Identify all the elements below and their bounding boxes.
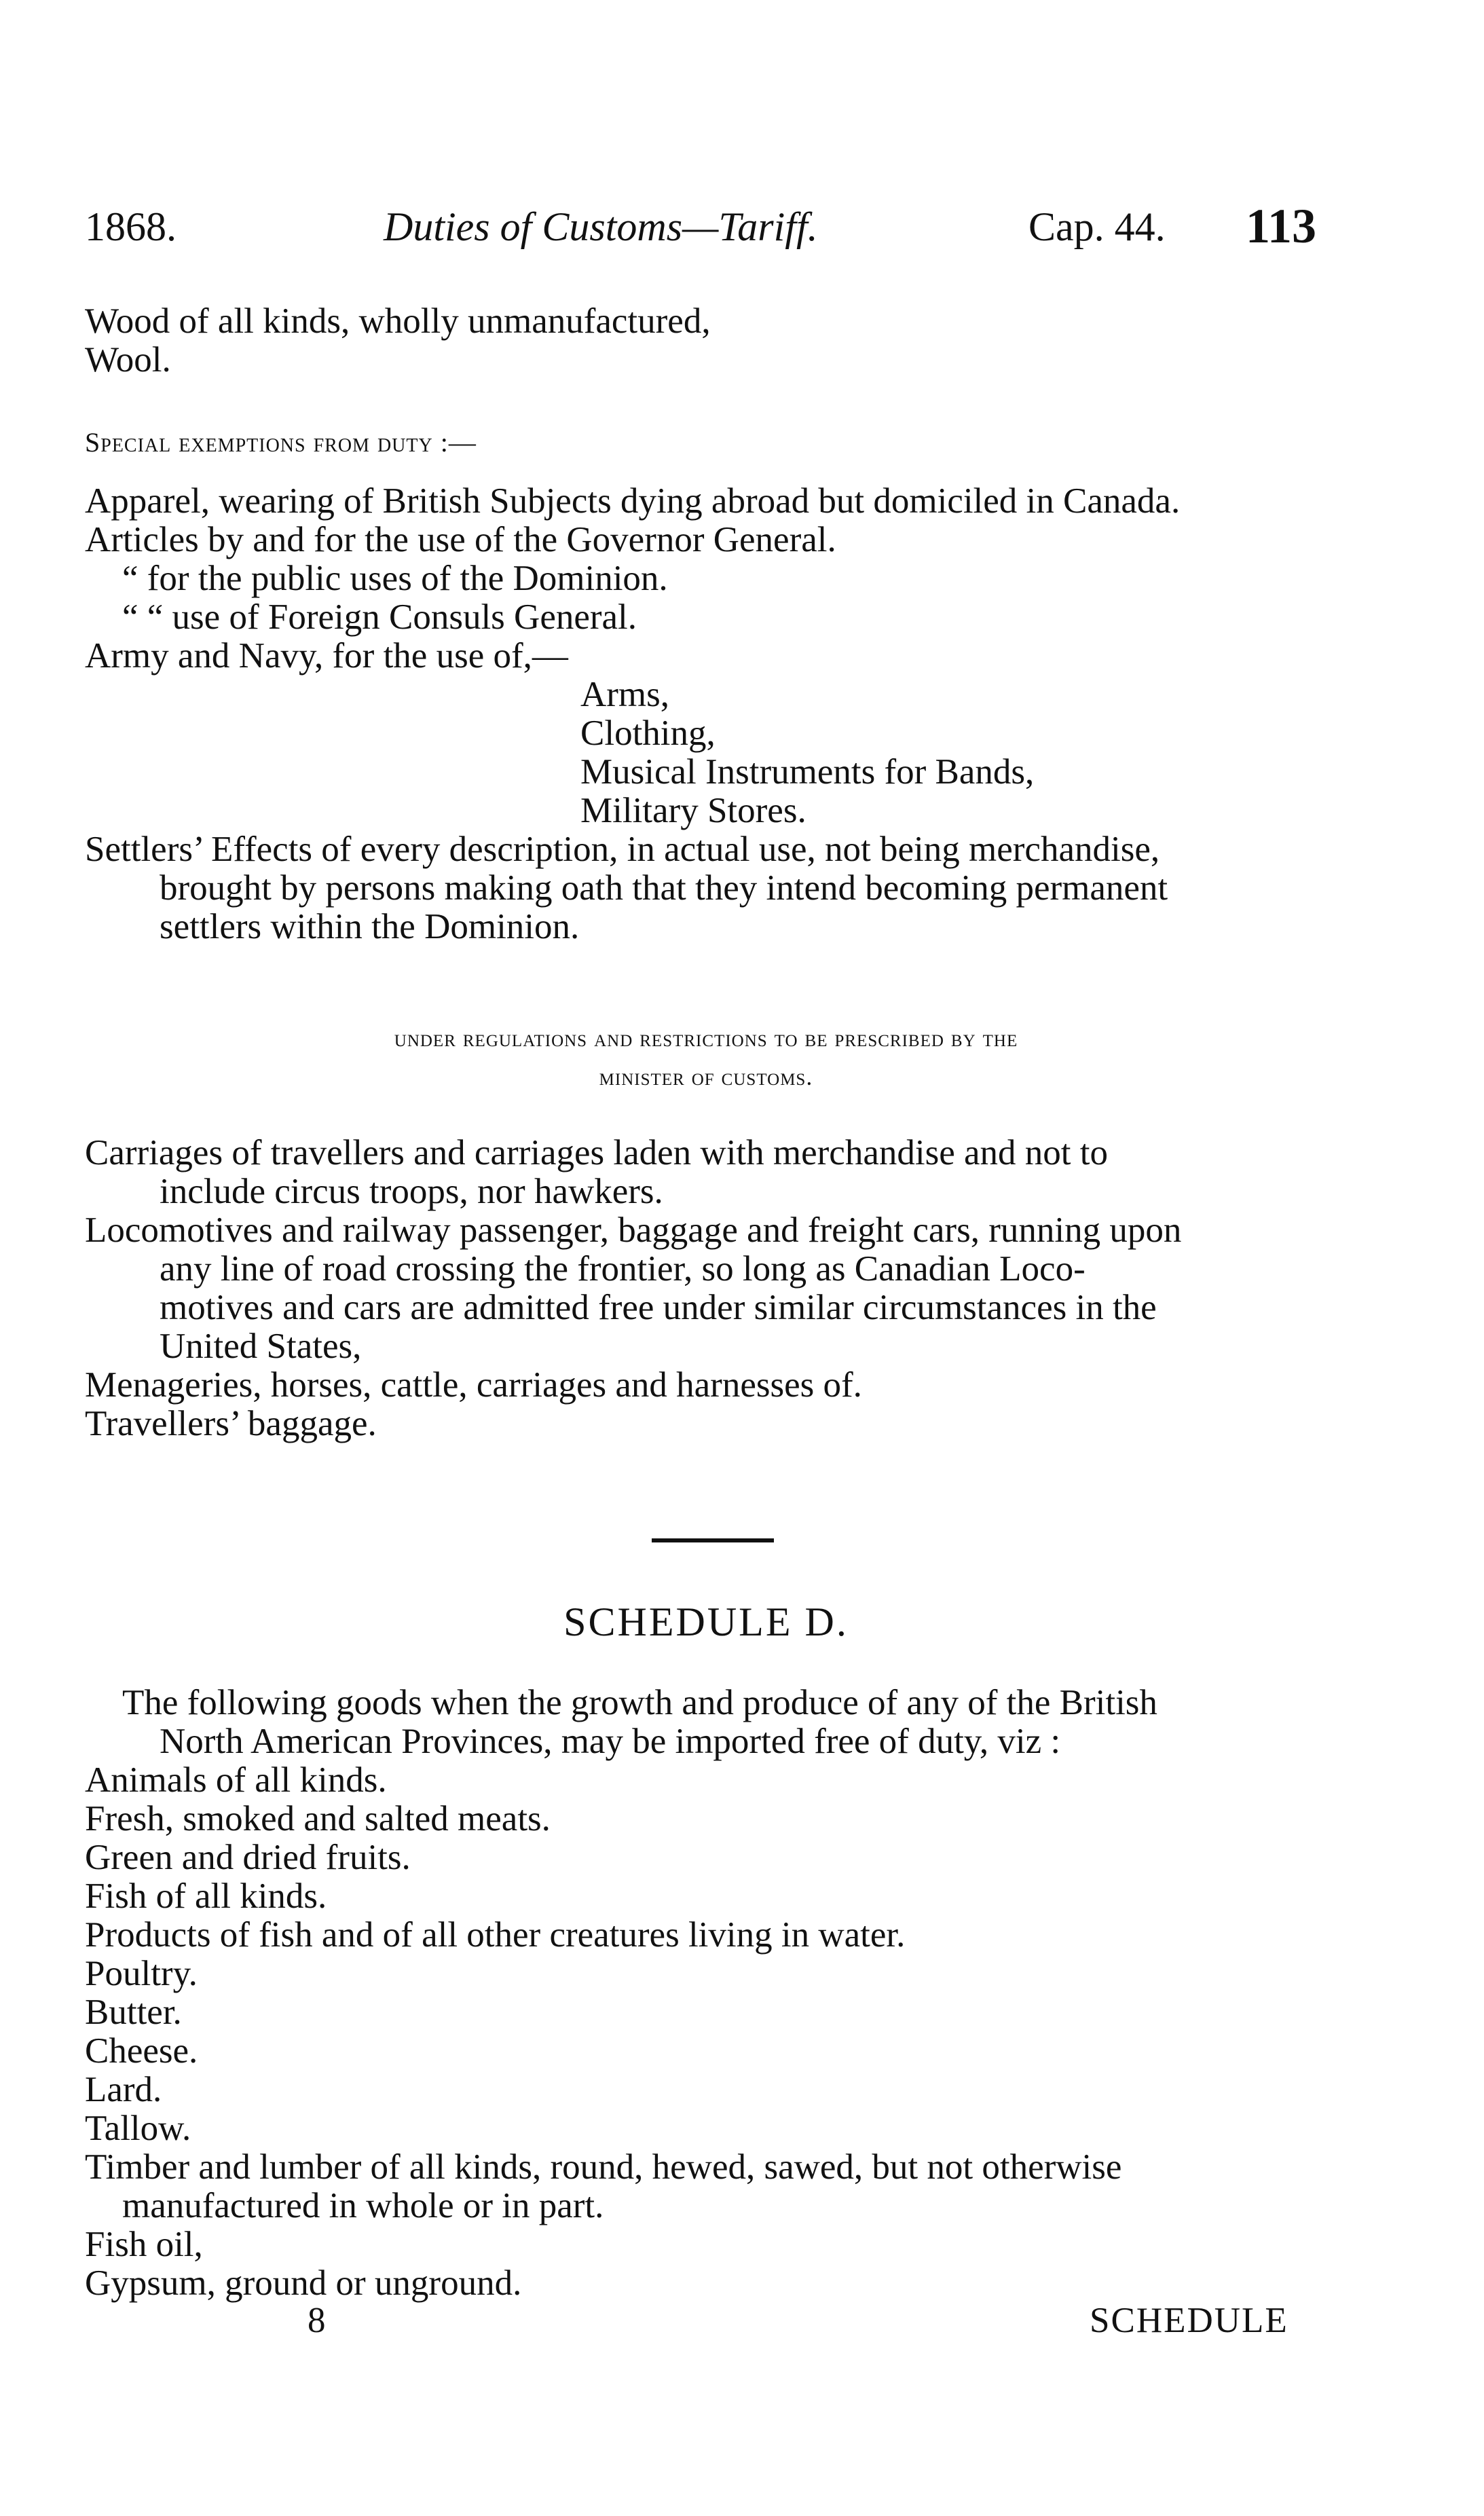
schedule-item: Green and dried fruits. bbox=[85, 1838, 411, 1877]
regulations-list bbox=[85, 1134, 1375, 1453]
army-item: Military Stores. bbox=[580, 791, 806, 830]
regulation-line: Menageries, horses, cattle, carriages and harnesses of. bbox=[85, 1365, 862, 1405]
exemption-line: Articles by and for the use of the Governor General. bbox=[85, 520, 836, 559]
schedule-title: SCHEDULE D. bbox=[563, 1599, 849, 1644]
army-item: Arms, bbox=[580, 675, 670, 714]
regulation-line: Carriages of travellers and carriages laden with merchandise and not to bbox=[85, 1133, 1108, 1172]
exemption-line: Apparel, wearing of British Subjects dying abroad but domiciled in Canada. bbox=[85, 481, 1181, 521]
schedule-intro-line: North American Provinces, may be imported free of duty, viz : bbox=[160, 1722, 1061, 1761]
settlers-line: Settlers’ Effects of every description, in actual use, not being merchandise, bbox=[85, 830, 1160, 869]
intro-line: Wool. bbox=[85, 340, 171, 380]
signature-mark: 8 bbox=[308, 2301, 326, 2340]
schedule-item: Fish oil, bbox=[85, 2225, 203, 2264]
army-item: Clothing, bbox=[580, 714, 716, 753]
intro-line: Wood of all kinds, wholly unmanufactured, bbox=[85, 301, 711, 341]
section-divider bbox=[652, 1538, 774, 1542]
special-exemptions-list bbox=[85, 482, 1375, 957]
exemption-line: Army and Navy, for the use of,— bbox=[85, 636, 568, 676]
schedule-item: Cheese. bbox=[85, 2031, 198, 2071]
page-number: 113 bbox=[1246, 199, 1317, 253]
schedule-item: Gypsum, ground or unground. bbox=[85, 2263, 522, 2303]
schedule-item: Butter. bbox=[85, 1993, 182, 2032]
schedule-item: Lard. bbox=[85, 2070, 162, 2109]
regulation-line: United States, bbox=[160, 1327, 362, 1366]
regulation-line: include circus troops, nor hawkers. bbox=[160, 1172, 663, 1211]
regulation-line: motives and cars are admitted free under similar circumstances in the bbox=[160, 1288, 1157, 1327]
settlers-line: settlers within the Dominion. bbox=[160, 907, 580, 946]
settlers-line: brought by persons making oath that they intend becoming permanent bbox=[160, 868, 1168, 908]
regulation-line: Travellers’ baggage. bbox=[85, 1404, 377, 1443]
schedule-item: Animals of all kinds. bbox=[85, 1760, 387, 1800]
catchword: SCHEDULE bbox=[1090, 2301, 1288, 2340]
schedule-item: manufactured in whole or in part. bbox=[122, 2186, 604, 2225]
schedule-intro-line: The following goods when the growth and produce of any of the British bbox=[122, 1683, 1157, 1722]
schedule-item: Poultry. bbox=[85, 1954, 198, 1993]
schedule-item: Products of fish and of all other creatures living in water. bbox=[85, 1915, 906, 1955]
exemption-line: “ “ use of Foreign Consuls General. bbox=[122, 597, 637, 637]
regulations-heading-line2: minister of customs. bbox=[599, 1063, 813, 1090]
regulation-line: Locomotives and railway passenger, baggage and freight cars, running upon bbox=[85, 1210, 1182, 1250]
header-year: 1868. bbox=[85, 204, 177, 249]
schedule-item: Timber and lumber of all kinds, round, hewed, sawed, but not otherwise bbox=[85, 2147, 1122, 2187]
schedule-item: Fresh, smoked and salted meats. bbox=[85, 1799, 551, 1838]
special-exemptions-heading: Special exemptions from duty :— bbox=[85, 427, 477, 458]
army-item: Musical Instruments for Bands, bbox=[580, 752, 1035, 792]
schedule-item: Fish of all kinds. bbox=[85, 1876, 327, 1916]
regulations-heading-line1: under regulations and restrictions to be prescribed by the bbox=[394, 1024, 1018, 1052]
header-chapter: Cap. 44. bbox=[1028, 204, 1166, 249]
intro-block bbox=[85, 302, 1375, 384]
schedule-d-list bbox=[85, 1684, 1375, 2308]
schedule-item: Tallow. bbox=[85, 2109, 191, 2148]
regulation-line: any line of road crossing the frontier, so long as Canadian Loco- bbox=[160, 1249, 1086, 1289]
exemption-line: “ for the public uses of the Dominion. bbox=[122, 559, 668, 598]
header-title: Duties of Customs—Tariff. bbox=[384, 204, 818, 249]
